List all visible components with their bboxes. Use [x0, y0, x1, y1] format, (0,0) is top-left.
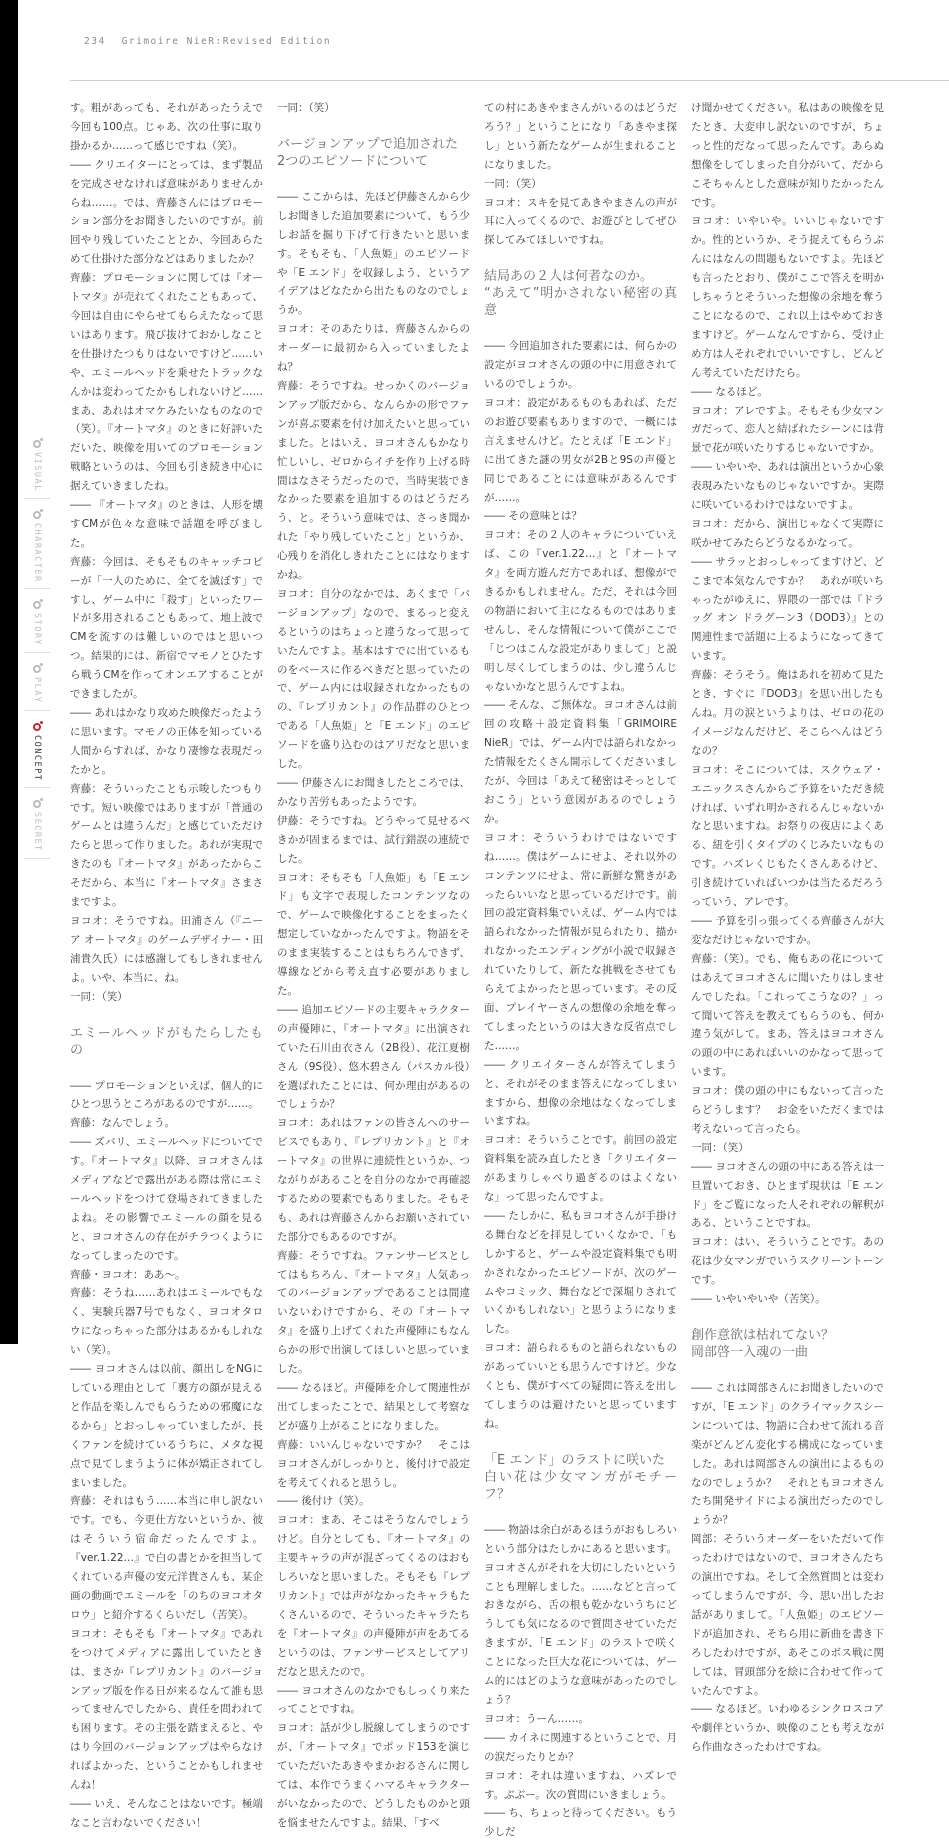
paragraph: ―― ヨコオさんは以前、顔出しをNGにしている理由として「裏方の顔が見えると作品を楽しんでもらうための邪魔になるから」とおっしゃっていましたが、長くファンを続けているうちに、メタな視点で見てしまうように体が矯正されてしまいました。 — [70, 1363, 263, 1489]
paragraph: 齊藤：そういったことも示唆したつもりです。短い映像ではありますが「普通のゲームとは違うんだ」と感じていただけたらと思って作りました。あれが実現できたのも『オートマタ』があったからこそだから、本当に『オートマタ』さまさまですよ。 — [70, 782, 263, 909]
paragraph: 齊藤：そうそう。俺はあれを初めて見たとき、すぐに『DOD3』を思い出したもんね。月の涙というよりは、ゼロの花のイメージなんだけど、そこらへんはどうなの？ — [691, 669, 884, 757]
text-column-1 — [70, 99, 263, 1833]
paragraph: ヨコオ：そういうわけではないですね……。僕はゲームにせよ、それ以外のコンテンツにせよ、常に新鮮な驚きがあったらいいなと思っているだけです。前回の設定資料集でいえば、ゲーム内では語られなかった情報が見られたり、描かれなかったエンディングが小説で収録されていたりして、新たな挑戦をさせてもらえてよかったと思っています。その反面、プレイヤーさんの想像の余地を奪ってしまったというのは大きな反省点でした……。 — [484, 831, 677, 1052]
paragraph: ヨコオ：そのあたりは、齊藤さんからのオーダーに最初から入っていましたよね？ — [277, 323, 470, 374]
paragraph: 一同：（笑） — [484, 177, 542, 190]
paragraph: け聞かせてください。私はあの映像を見たとき、大変申し訳ないのですが、ちょっと性的だなって思ったんです。あらぬ想像をしてしまった自分がいて、だからこそちゃんとした意味が知りたかったんです。 — [691, 102, 884, 209]
paragraph: ヨコオ：それは違いますね、ハズレです。ぶぶー。次の質問にいきましょう。 — [484, 1769, 677, 1801]
paragraph: 齊藤：それはもう……本当に申し訳ないです。でも、今更仕方ないというか、彼はそういう宿命だったんですよ。『ver.1.22…』で白の書とかを担当してくれている声優の安元洋貴さんも、某企画の動画でエミールを「のちのヨコオタロウ」と紹介するくらいだし（苦笑）。 — [70, 1495, 263, 1621]
paragraph: ヨコオ：だから、演出じゃなくて実際に咲かせてみたらどうなるかなって。 — [691, 517, 884, 549]
paragraph: す。粗があっても、それがあったうえで今回も100点。じゃあ、次の仕事に取り掛かるか……って感じですね（笑）。 — [70, 102, 263, 152]
section-tab-label: VISUAL — [32, 452, 42, 492]
paragraph: ―― ヨコオさんの頭の中にある答えは一旦置いておき、ひとまず現状は「E エンド」をご覧になった人それぞれの解釈がある、ということですね。 — [691, 1160, 884, 1230]
section-tab-character[interactable] — [24, 511, 50, 590]
paragraph: ヨコオ：あれはファンの皆さんへのサービスでもあり、『レプリカント』と『オートマタ』の世界に連続性というか、つながりがあることを自分のなかで再確認するための要素でもありました。そもそも、あれは齊藤さんからお願いされていた部分でもあるのですが。 — [277, 1117, 470, 1243]
section-heading: 結局あの２人は何者なのか。 “あえて”明かされない秘密の真意 — [484, 269, 677, 319]
text-column-2 — [277, 99, 470, 1833]
section-tab-label: CONCEPT — [32, 734, 42, 782]
section-tab-play[interactable] — [24, 665, 50, 710]
section-tab-label: SECRET — [32, 812, 42, 852]
paragraph: 齊藤：そうね……あれはエミールでもなく、実験兵器7号でもなく、ヨコオタロウになっちゃった部分はあるかもしれない（笑）。 — [70, 1287, 263, 1357]
page-number: 234 — [84, 36, 106, 47]
paragraph: ―― なるほど。声優陣を介して関連性が出てしまったことで、結果として考察などが盛り上がることになりました。 — [277, 1382, 470, 1432]
paragraph: ヨコオ：語られるものと語られないものがあっていいとも思うんですけど。少なくとも、僕がすべての疑問に答えを出してしまうのは避けたいと思っていますね。 — [484, 1342, 677, 1430]
section-tab-concept[interactable] — [24, 723, 50, 788]
paragraph: ―― 今回追加された要素には、何らかの設定がヨコオさんの頭の中に用意されているのでしょうか。 — [484, 340, 677, 391]
paragraph: ―― クリエイターさんが答えてしまうと、それがそのまま答えになってしまいますから、想像の余地はなくなってしまいますね。 — [484, 1058, 677, 1128]
running-header — [84, 36, 347, 47]
section-heading: エミールヘッドがもたらしたもの — [70, 1025, 263, 1058]
paragraph: ―― あれはかなり攻めた映像だったように思います。マモノの正体を知っている人間からすれば、かなり凄惨な表現だったかと。 — [70, 707, 263, 776]
paragraph: ヨコオ：設定があるものもあれば、ただのお遊び要素もありますので、一概には言えませんけど。たとえば「E エンド」に出てきた謎の男女が2Bと9Sの声優と同じであることには意味があるんですが……。 — [484, 396, 677, 504]
paragraph: 一同：（笑） — [70, 990, 128, 1003]
section-tab-label: PLAY — [32, 677, 42, 704]
text-column-4 — [691, 99, 884, 1757]
paragraph: ―― カイネに関連するということで、月の涙だったりとか？ — [484, 1731, 677, 1763]
paragraph: ―― これは岡部さんにお聞きしたいのですが、「E エンド」のクライマックスシーンについては、物語に合わせて流れる音楽がどんどん変化する構成になっていました。あれは岡部さんの演出によるものなのでしょうか？ それともヨコオさんたち開発サイドによる演出だったのでしょうか？ — [691, 1382, 884, 1527]
paragraph: ヨコオ：まあ、そこはそうなんでしょうけど。自分としても、『オートマタ』の主要キャラの声が混ざってくるのはおもしろいなと思いました。そもそも『レプリカント』では声がなかったキャラもたくさんいるので、そういったキャラたちを『オートマタ』の声優陣が声をあてるというのは、ファンサービスとしてアリだなと思えたので。 — [277, 1514, 470, 1678]
paragraph: 齊藤：そうですね。せっかくのバージョンアップ版だから、なんらかの形でファンが喜ぶ要素を付け加えたいと思っていました。とはいえ、ヨコオさんもかなり忙しいし、ゼロからイチを作り上げる時間はなさそうだったので、当時実装できなかった要素を追加するのはどうだろう、と。そういう意味では、さっき聞かれた「やり残していたこと」というか、心残りを消化しきれたことにはなりますかね。 — [277, 379, 470, 582]
paragraph: ヨコオ：スキを見てあきやまさんの声が耳に入ってくるので、お遊びとしてぜひ探してみてほしいですね。 — [484, 196, 677, 247]
paragraph: 一同：（笑） — [691, 1141, 749, 1154]
paragraph: ―― その意味とは？ — [484, 510, 582, 523]
paragraph: ―― プロモーションといえば、個人的にひとつ思うところがあるのですが……。 — [70, 1079, 263, 1111]
book-title: Grimoire NieR:Revised Edition — [121, 36, 332, 47]
section-tab-secret[interactable] — [24, 800, 50, 859]
paragraph: ―― いやいやいや（苦笑）。 — [691, 1293, 826, 1306]
paragraph: ヨコオ：はい、そういうことです。あの花は少女マンガでいうスクリーントーンです。 — [691, 1236, 884, 1287]
paragraph: ヨコオ：その２人のキャラについていえば、この『ver.1.22…』と『オートマタ』を両方遊んだ方であれば、想像ができるかもしれません。ただ、それは今回の物語において主になるものではありませんし、そんな情報について僕がここで「じつはこんな設定がありまして」と説明し尽くしてしまうのは、少し違うんじゃないかなと思うんですよね。 — [484, 529, 677, 693]
section-heading: 「E エンド」のラストに咲いた 白い花は少女マンガがモチーフ？ — [484, 1452, 677, 1502]
paragraph: 岡部：そういうオーダーをいただいて作ったわけではないので、ヨコオさんたちの演出ですね。そして全然質問とは変わってしまうんですが、今、思い出したお話がありまして。「人魚姫」のエピソードが追加され、そちら用に新曲を書き下ろしたわけですが、あそこのボス戦に関しては、冒頭部分を絵に合わせて作っていたんですよ。 — [691, 1533, 884, 1697]
text-column-3 — [484, 99, 677, 1842]
paragraph: ―― たしかに、私もヨコオさんが手掛ける舞台などを拝見していくなかで、「もしかすると、ゲームや設定資料集でも明かされなかったエピソードが、次のゲームやコミック、舞台などで深堀りされていくかもしれない」と思うようになりました。 — [484, 1209, 677, 1336]
paragraph: ヨコオ：うーん……。 — [484, 1712, 589, 1725]
paragraph: ヨコオ：話が少し脱線してしまうのですが、『オートマタ』でポッド153を演じていただいたあきやまかおるさんに関しては、本作でうまくハマるキャラクターがいなかったので、どうしたものかと頭を悩ませたんですよ。結果、「すべ — [277, 1722, 470, 1829]
paragraph: ―― サラッとおっしゃってますけど、どこまで本気なんですか？ あれが咲いちゃったがゆえに、界隈の一部では『ドラッグ オン ドラグーン3（DOD3）』との関連性まで話題に上るようになってきています。 — [691, 555, 884, 663]
page-edge-bar — [0, 0, 18, 1344]
paragraph: ―― ここからは、先ほど伊藤さんから少しお聞きした追加要素について、もう少しお話を掘り下げて行きたいと思います。そもそも、「人魚姫」のエピソードや「E エンド」を収録しよう、というアイデアはどなたから出たものなのでしょうか。 — [277, 190, 470, 317]
section-marker-icon — [33, 800, 41, 808]
paragraph: 齊藤：プロモーションに関しては『オートマタ』が売れてくれたこともあって、今回は自由にやらせてもらえたなって思いはあります。飛び抜けておかしなことを仕掛けたつもりはないですけど……いや、エミールヘッドを乗せたトラックなんかは変わってたかもしれないけど……まあ、あれはオマケみたいなものなので（笑）。『オートマタ』のときに好評いただいた、映像を用いてのプロモーション戦略というのは、今回も引き続き中心に据えていきましたね。 — [70, 272, 263, 493]
paragraph: ヨコオ：そうですね。田浦さん（『ニーア オートマタ』のゲームデザイナー・田浦貴久氏）には感謝してもしきれませんよ。いや、本当に、ね。 — [70, 914, 263, 984]
section-heading: 創作意欲は枯れてない？ 岡部啓一入魂の一曲 — [691, 1328, 835, 1360]
paragraph: ―― いやいや、あれは演出というか心象表現みたいなものじゃないですか。実際に咲いているわけではないですよ。 — [691, 461, 884, 512]
section-tab-visual[interactable] — [24, 440, 50, 499]
paragraph: 齊藤・ヨコオ：ああ～。 — [70, 1268, 186, 1281]
section-tab-story[interactable] — [24, 601, 50, 653]
paragraph: 伊藤：そうですね。どうやって見せるべきかが固まるまでは、試行錯誤の連続でした。 — [277, 814, 470, 865]
paragraph: ヨコオ：いやいや。いいじゃないですか。性的というか、そう捉えてもらうぶんにはなんの問題もないですよ。先ほども言ったとおり、僕がここで答えを明かしちゃうとそういった想像の余地を奪うことになるので、これ以上はやめておきますけど。ゲームなんですから、受け止め方は人それぞれでいいですし、どんどん考えていただけたら。 — [691, 215, 884, 379]
paragraph: ヨコオ：自分のなかでは、あくまで「バージョンアップ」なので、まるっと変えるというのはちょっと違うなって思っていたんですよ。基本はすでに出ているものをベースに作るべきだと思っていたので、ゲーム内には収録されなかったものの、『レプリカント』の作品群のひとつである「人魚姫」と「E エンド」のエピソードを盛り込むのはアリだなと思いました。 — [277, 587, 470, 771]
section-heading: バージョンアップで追加された 2つのエピソードについて — [277, 136, 458, 169]
section-marker-icon — [33, 440, 41, 448]
paragraph: ヨコオ：僕の頭の中にもないって言ったらどうします？ お金をいただくまでは考えないって言ったら。 — [691, 1085, 884, 1135]
paragraph: 齊藤：なんでしょう。 — [70, 1117, 175, 1130]
paragraph: ―― 追加エピソードの主要キャラクターの声優陣に、『オートマタ』に出演されていた石川由衣さん（2B役）、花江夏樹さん（9S役）、悠木碧さん（パスカル役）を選ばれたことには、何か理由があるのでしょうか？ — [277, 1003, 470, 1111]
section-tab-label: CHARACTER — [32, 522, 42, 583]
paragraph: 一同：（笑） — [277, 102, 335, 114]
paragraph: ―― クリエイターにとっては、まず製品を完成させなければ意味がありませんからね……。では、齊藤さんにはプロモーション部分をお聞きしたいのですが。前回やり残していたこととか、今回あらためて仕掛けた部分などはありましたか？ — [70, 158, 263, 266]
paragraph: ―― 予算を引っ張ってくる齊藤さんが大変なだけじゃないですか。 — [691, 914, 884, 946]
paragraph: ―― ち、ちょっと待ってください。もう少しだ — [484, 1807, 677, 1839]
paragraph: ヨコオ：そもそも『オートマタ』であれをつけてメディアに露出していたときは、まさか『レプリカント』のバージョンアップ版を作る日が来るなんて誰も思ってませんでしたから、責任を問われても困ります。その主張を踏まえると、やはり今回のバージョンアップはやらなければよかった、ということかもしれませんね！ — [70, 1627, 263, 1792]
paragraph: ―― 後付け（笑）。 — [277, 1495, 370, 1508]
paragraph: 齊藤：（笑）。でも、俺もあの花についてはあえてヨコオさんに聞いたりはしませんでしたね。「これってこうなの？」って聞いて答えを教えてもらうのも、何か違う気がして。まあ、答えはヨコオさんの頭の中にあればいいのかなって思っています。 — [691, 952, 884, 1079]
paragraph: ―― 伊藤さんにお聞きしたところでは、かなり苦労もあったようです。 — [277, 777, 470, 808]
paragraph: ヨコオ：そもそも「人魚姫」も「E エンド」も文字で表現したコンテンツなので、ゲームで映像化することをまったく想定していなかったんですよ。物語をそのまま実装することはもちろんできず、導線などから考え直す必要がありました。 — [277, 871, 470, 997]
paragraph: ―― なるほど。いわゆるシンクロスコアや劇伴というか、映像のことも考えながら作曲なさったわけですね。 — [691, 1703, 884, 1754]
paragraph: ヨコオ：そういうことです。前回の設定資料集を読み直したとき「クリエイターがあまりしゃべり過ぎるのはよくないな」って思ったんですよ。 — [484, 1134, 677, 1204]
paragraph: ―― いえ、そんなことはないです。極端なこと言わないでください！ — [70, 1797, 263, 1829]
paragraph: 齊藤：今回は、そもそものキャッチコピーが「一人のために、全てを滅ぼす」ですし、ゲーム中に「殺す」といったワードが多用されることもあって、地上波でCMを流すのは難しいのではと思いつつ。結果的には、新宿でマモノとひたすら戦うCMを作ってオンエアすることができましたが。 — [70, 555, 263, 701]
paragraph: ヨコオ：そこについては、スクウェア・エニックスさんからご予算をいただき続ければ、いずれ明かされるんじゃないかなと思いますね。お祭りの夜店によくある、紐を引くタイプのくじみたいなものです。ハズレくじもたくさんあるけど、引き続けていればいつかは当たるだろうっていう、アレです。 — [691, 763, 884, 909]
paragraph: ヨコオ：アレですよ。そもそも少女マンガだって、恋人と結ばれたシーンには背景で花が咲いたりするじゃないですか。 — [691, 404, 884, 455]
paragraph: ―― 物語は余白があるほうがおもしろいという部分はたしかにあると思います。ヨコオさんがそれを大切にしたいということも理解しました。……などと言っておきながら、舌の根も乾かないうちにどうしても気になるので質問させていただきますが、「E エンド」のラストで咲くことになった巨大な花については、ゲーム的にはどのような意味があったのでしょう？ — [484, 1523, 677, 1706]
section-marker-icon — [33, 723, 41, 731]
paragraph: ―― ズバリ、エミールヘッドについてです。『オートマタ』以降、ヨコオさんはメディアなどで露出がある際は常にエミールヘッドをつけて登場されてきましたよね。その影響でエミールの顔を見ると、ヨコオさんの存在がチラつくようになってしまったのです。 — [70, 1136, 263, 1262]
paragraph: 齊藤：いいんじゃないですか？ そこはヨコオさんがしっかりと、後付けで設定を考えてくれると思うし。 — [277, 1438, 470, 1489]
paragraph: ―― ヨコオさんのなかでもしっくり来たってことですね。 — [277, 1684, 470, 1716]
paragraph: ―― なるほど。 — [691, 385, 768, 398]
paragraph: ―― 『オートマタ』のときは、人形を壊すCMが色々な意味で話題を呼びました。 — [70, 499, 263, 549]
section-marker-icon — [33, 601, 41, 609]
paragraph: ての村にあきやまさんがいるのはどうだろう？」ということになり「あきやま探し」という新たなゲームが生まれることになりました。 — [484, 102, 677, 171]
section-marker-icon — [33, 665, 41, 673]
header-rule — [70, 80, 949, 81]
section-tab-label: STORY — [32, 613, 42, 647]
section-marker-icon — [33, 511, 41, 519]
paragraph: ―― そんな、ご無体な。ヨコオさんは前回の攻略＋設定資料集「GRIMOIRE NieR」では、ゲーム内では語られなかった情報をたくさん開示してくださいましたが、今回は「あえて秘密はそっとしておこう」という意図があるのでしょうか。 — [484, 699, 677, 825]
paragraph: 齊藤：そうですね。ファンサービスとしてはもちろん、『オートマタ』人気あってのバージョンアップであることは間違いないわけですから、その『オートマタ』を盛り上げてくれた声優陣にもなんらかの形で出演してほしいと思っていました。 — [277, 1249, 470, 1376]
section-index-tabs — [24, 440, 50, 871]
